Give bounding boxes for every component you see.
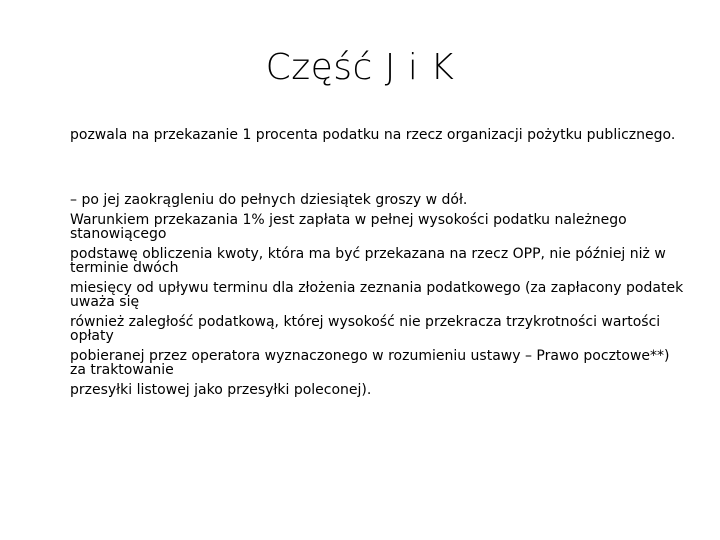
- body-paragraph: przesyłki listowej jako przesyłki poleconej).: [70, 382, 372, 398]
- body-paragraph: – po jej zaokrągleniu do pełnych dziesiątek groszy w dół.: [70, 192, 468, 208]
- intro-paragraph: pozwala na przekazanie 1 procenta podatku na rzecz organizacji pożytku publicznego.: [70, 127, 676, 143]
- body-paragraph: również zaległość podatkową, której wysokość nie przekracza trzykrotności wartości opłaty: [70, 314, 661, 344]
- body-paragraph: miesięcy od upływu terminu dla złożenia zeznania podatkowego (za zapłacony podatek uważa się: [70, 280, 684, 310]
- slide-body: [70, 128, 685, 403]
- body-paragraph: pobieranej przez operatora wyznaczonego w rozumieniu ustawy – Prawo pocztowe**) za traktowanie: [70, 348, 670, 378]
- slide-title: Część J i K: [265, 47, 455, 88]
- body-paragraph: podstawę obliczenia kwoty, która ma być przekazana na rzecz OPP, nie później niż w terminie dwóch: [70, 246, 666, 276]
- body-paragraph: Warunkiem przekazania 1% jest zapłata w pełnej wysokości podatku należnego stanowiącego: [70, 212, 627, 242]
- paragraph-spacer: [70, 142, 685, 193]
